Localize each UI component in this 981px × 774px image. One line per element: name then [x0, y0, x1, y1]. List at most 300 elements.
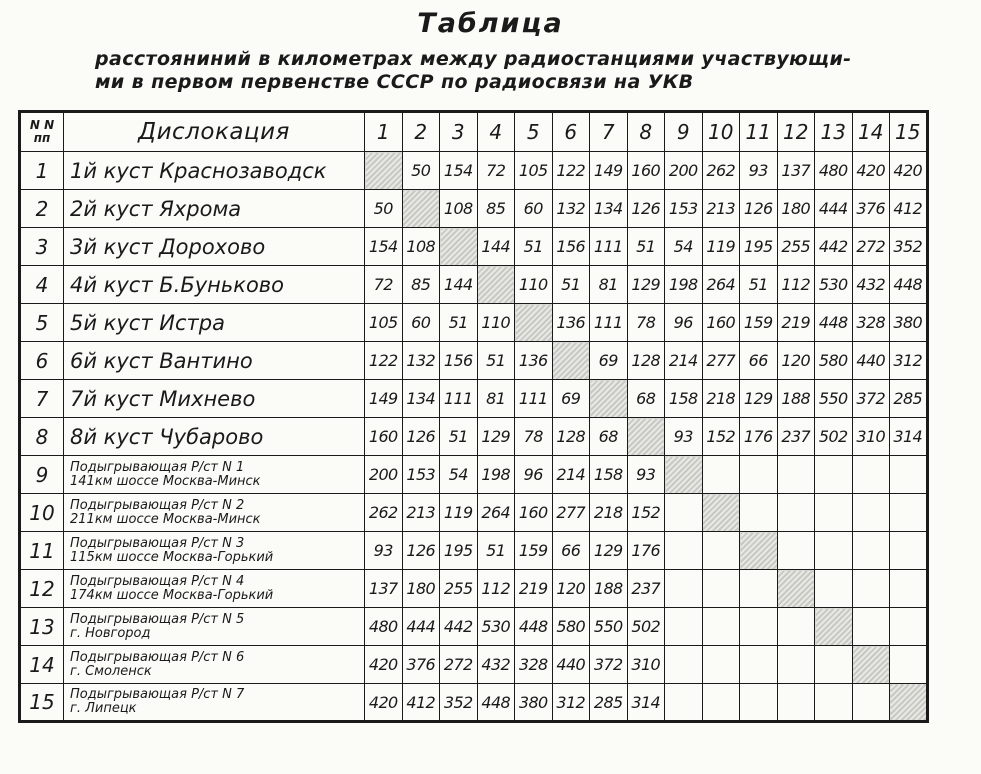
distance-cell	[777, 684, 815, 722]
table-header-row	[20, 112, 928, 152]
distance-cell: 126	[740, 190, 778, 228]
distance-table	[18, 110, 929, 723]
location-name	[64, 190, 365, 228]
distance-cell: 255	[440, 570, 478, 608]
table-row	[20, 418, 928, 456]
diagonal-cell	[477, 266, 515, 304]
location-name	[64, 456, 365, 494]
distance-cell	[702, 456, 740, 494]
distance-cell: 158	[590, 456, 628, 494]
distance-cell: 219	[777, 304, 815, 342]
distance-cell: 60	[515, 190, 553, 228]
table-row	[20, 494, 928, 532]
distance-cell: 188	[590, 570, 628, 608]
location-name-line: 141км шоссе Москва-Минск	[70, 473, 261, 489]
distance-cell	[815, 646, 853, 684]
column-header-6: 6	[552, 112, 590, 152]
distance-cell: 105	[515, 152, 553, 190]
column-header-5: 5	[515, 112, 553, 152]
distance-cell: 412	[890, 190, 928, 228]
distance-cell: 132	[402, 342, 440, 380]
column-header-4: 4	[477, 112, 515, 152]
location-name	[64, 532, 365, 570]
location-name-line: Подыгрывающая Р/ст N 4	[70, 573, 245, 589]
distance-cell: 126	[627, 190, 665, 228]
distance-cell: 180	[777, 190, 815, 228]
location-name	[64, 418, 365, 456]
distance-cell: 432	[852, 266, 890, 304]
table-row	[20, 152, 928, 190]
location-name-line: 211км шоссе Москва-Минск	[70, 511, 261, 527]
diagonal-cell	[552, 342, 590, 380]
distance-cell	[665, 646, 703, 684]
location-name-line: г. Новгород	[70, 625, 151, 641]
distance-cell: 129	[627, 266, 665, 304]
table-row	[20, 266, 928, 304]
location-name	[64, 684, 365, 722]
distance-cell: 51	[440, 418, 478, 456]
location-name-line: 174км шоссе Москва-Горький	[70, 587, 274, 603]
distance-cell: 160	[627, 152, 665, 190]
distance-cell: 129	[477, 418, 515, 456]
row-number: 6	[20, 342, 64, 380]
distance-cell: 262	[365, 494, 403, 532]
table-row	[20, 570, 928, 608]
table-row	[20, 532, 928, 570]
distance-cell: 93	[665, 418, 703, 456]
distance-cell: 180	[402, 570, 440, 608]
column-header-14: 14	[852, 112, 890, 152]
row-number: 14	[20, 646, 64, 684]
location-name	[64, 152, 365, 190]
distance-cell: 262	[702, 152, 740, 190]
column-header-9: 9	[665, 112, 703, 152]
location-name-line: 2й куст Яхрома	[70, 196, 242, 221]
diagonal-cell	[515, 304, 553, 342]
table-row	[20, 380, 928, 418]
distance-cell: 51	[477, 532, 515, 570]
distance-cell: 153	[402, 456, 440, 494]
distance-cell	[890, 532, 928, 570]
distance-cell	[852, 456, 890, 494]
distance-cell: 134	[402, 380, 440, 418]
distance-cell: 112	[477, 570, 515, 608]
distance-cell	[702, 608, 740, 646]
distance-cell: 149	[365, 380, 403, 418]
distance-cell: 255	[777, 228, 815, 266]
diagonal-cell	[702, 494, 740, 532]
location-name-line: г. Липецк	[70, 701, 137, 716]
distance-cell: 285	[890, 380, 928, 418]
distance-cell: 129	[740, 380, 778, 418]
diagonal-cell	[402, 190, 440, 228]
distance-cell: 159	[740, 304, 778, 342]
distance-cell: 352	[890, 228, 928, 266]
distance-cell	[665, 532, 703, 570]
location-name-line: 6й куст Вантино	[70, 348, 253, 373]
distance-cell	[740, 494, 778, 532]
distance-cell: 214	[665, 342, 703, 380]
location-name-line: Подыгрывающая Р/ст N 1	[70, 459, 245, 475]
distance-cell	[852, 570, 890, 608]
diagonal-cell	[627, 418, 665, 456]
table-row	[20, 304, 928, 342]
distance-cell: 214	[552, 456, 590, 494]
row-number: 13	[20, 608, 64, 646]
diagonal-cell	[440, 228, 478, 266]
distance-cell: 128	[627, 342, 665, 380]
distance-cell: 264	[702, 266, 740, 304]
location-name-line: Подыгрывающая Р/ст N 2	[70, 497, 245, 513]
distance-cell: 69	[590, 342, 628, 380]
distance-cell: 277	[552, 494, 590, 532]
diagonal-cell	[890, 684, 928, 722]
distance-cell: 132	[552, 190, 590, 228]
distance-cell: 502	[627, 608, 665, 646]
location-name	[64, 304, 365, 342]
distance-cell: 328	[515, 646, 553, 684]
distance-cell: 78	[515, 418, 553, 456]
distance-cell: 352	[440, 684, 478, 722]
distance-cell	[815, 456, 853, 494]
distance-cell: 134	[590, 190, 628, 228]
distance-cell: 152	[702, 418, 740, 456]
distance-cell: 66	[740, 342, 778, 380]
distance-cell: 149	[590, 152, 628, 190]
location-name-line: Подыгрывающая Р/ст N 7	[70, 687, 245, 702]
distance-cell: 51	[440, 304, 478, 342]
diagonal-cell	[590, 380, 628, 418]
distance-cell: 420	[852, 152, 890, 190]
distance-cell: 68	[590, 418, 628, 456]
location-name-line: Подыгрывающая Р/ст N 6	[70, 649, 245, 665]
row-number: 2	[20, 190, 64, 228]
distance-cell: 444	[402, 608, 440, 646]
distance-cell: 444	[815, 190, 853, 228]
distance-cell	[665, 570, 703, 608]
diagonal-cell	[815, 608, 853, 646]
distance-cell: 85	[402, 266, 440, 304]
distance-cell: 314	[627, 684, 665, 722]
location-name-line: 1й куст Краснозаводск	[70, 158, 327, 183]
distance-cell: 380	[515, 684, 553, 722]
location-name-line: 3й куст Дорохово	[70, 234, 266, 259]
distance-cell	[740, 684, 778, 722]
distance-cell: 237	[627, 570, 665, 608]
row-number: 15	[20, 684, 64, 722]
distance-cell: 420	[890, 152, 928, 190]
distance-cell: 72	[477, 152, 515, 190]
distance-cell: 152	[627, 494, 665, 532]
location-name-line: Подыгрывающая Р/ст N 3	[70, 535, 245, 551]
distance-cell	[890, 494, 928, 532]
distance-cell: 420	[365, 646, 403, 684]
distance-cell	[665, 608, 703, 646]
distance-cell: 129	[590, 532, 628, 570]
distance-cell: 136	[552, 304, 590, 342]
distance-cell: 198	[477, 456, 515, 494]
distance-cell: 442	[440, 608, 478, 646]
diagonal-cell	[852, 646, 890, 684]
location-name-line: 4й куст Б.Буньково	[70, 272, 285, 297]
row-number-header-line-2: пп	[33, 131, 51, 145]
distance-cell	[815, 532, 853, 570]
table-row	[20, 684, 928, 722]
column-header-13: 13	[815, 112, 853, 152]
subtitle-line-1: расстояниний в километрах между радиостанциями участвующи-	[95, 48, 852, 70]
distance-cell: 69	[552, 380, 590, 418]
table-row	[20, 228, 928, 266]
distance-cell: 272	[440, 646, 478, 684]
location-name-line: 8й куст Чубарово	[70, 424, 264, 449]
distance-cell: 328	[852, 304, 890, 342]
distance-cell: 93	[627, 456, 665, 494]
distance-cell: 126	[402, 418, 440, 456]
table-subtitle	[95, 48, 965, 94]
distance-cell: 200	[365, 456, 403, 494]
distance-cell: 154	[365, 228, 403, 266]
distance-cell	[890, 646, 928, 684]
table-row	[20, 608, 928, 646]
distance-cell: 580	[815, 342, 853, 380]
distance-cell: 160	[515, 494, 553, 532]
distance-cell: 160	[702, 304, 740, 342]
location-name	[64, 646, 365, 684]
location-name-line: 5й куст Истра	[70, 310, 225, 335]
row-number: 11	[20, 532, 64, 570]
distance-cell: 119	[702, 228, 740, 266]
location-name-line: 115км шоссе Москва-Горький	[70, 549, 274, 565]
distance-cell	[890, 570, 928, 608]
distance-cell: 50	[365, 190, 403, 228]
distance-cell: 110	[515, 266, 553, 304]
diagonal-cell	[365, 152, 403, 190]
location-name	[64, 342, 365, 380]
distance-cell	[815, 570, 853, 608]
distance-cell	[777, 456, 815, 494]
distance-cell: 128	[552, 418, 590, 456]
diagonal-cell	[740, 532, 778, 570]
distance-cell: 188	[777, 380, 815, 418]
location-name	[64, 494, 365, 532]
row-number: 7	[20, 380, 64, 418]
table-row	[20, 342, 928, 380]
distance-cell: 312	[890, 342, 928, 380]
distance-cell: 218	[590, 494, 628, 532]
distance-cell: 218	[702, 380, 740, 418]
distance-cell: 200	[665, 152, 703, 190]
location-name-line: 7й куст Михнево	[70, 386, 256, 411]
distance-cell: 137	[777, 152, 815, 190]
distance-cell	[852, 494, 890, 532]
row-number: 5	[20, 304, 64, 342]
distance-cell: 111	[590, 304, 628, 342]
row-number-header	[20, 112, 64, 152]
distance-cell: 310	[627, 646, 665, 684]
column-header-1: 1	[365, 112, 403, 152]
distance-cell: 158	[665, 380, 703, 418]
location-name	[64, 228, 365, 266]
column-header-11: 11	[740, 112, 778, 152]
distance-cell: 160	[365, 418, 403, 456]
distance-cell: 272	[852, 228, 890, 266]
location-name	[64, 380, 365, 418]
distance-cell	[777, 608, 815, 646]
distance-cell: 277	[702, 342, 740, 380]
distance-cell	[665, 494, 703, 532]
distance-cell: 195	[740, 228, 778, 266]
distance-cell	[665, 684, 703, 722]
distance-cell	[852, 532, 890, 570]
distance-cell	[740, 456, 778, 494]
distance-cell	[702, 532, 740, 570]
distance-cell: 120	[777, 342, 815, 380]
distance-cell: 111	[590, 228, 628, 266]
distance-cell	[740, 608, 778, 646]
distance-cell	[815, 494, 853, 532]
row-number: 9	[20, 456, 64, 494]
distance-cell	[890, 456, 928, 494]
distance-cell: 176	[740, 418, 778, 456]
table-row	[20, 190, 928, 228]
row-number: 3	[20, 228, 64, 266]
distance-cell: 137	[365, 570, 403, 608]
distance-cell: 51	[515, 228, 553, 266]
distance-cell: 440	[552, 646, 590, 684]
distance-table-wrapper	[18, 110, 929, 723]
distance-cell	[702, 570, 740, 608]
row-number: 4	[20, 266, 64, 304]
distance-cell	[740, 646, 778, 684]
row-number: 10	[20, 494, 64, 532]
distance-cell: 502	[815, 418, 853, 456]
location-name	[64, 608, 365, 646]
distance-cell: 105	[365, 304, 403, 342]
distance-cell: 51	[477, 342, 515, 380]
column-header-12: 12	[777, 112, 815, 152]
row-number: 12	[20, 570, 64, 608]
distance-cell: 72	[365, 266, 403, 304]
distance-cell: 78	[627, 304, 665, 342]
row-number-header-line-1: N N	[29, 118, 55, 132]
distance-cell: 432	[477, 646, 515, 684]
distance-cell: 420	[365, 684, 403, 722]
distance-cell	[852, 684, 890, 722]
distance-cell: 111	[440, 380, 478, 418]
distance-cell	[702, 646, 740, 684]
table-body	[20, 152, 928, 722]
distance-cell	[702, 684, 740, 722]
distance-cell: 120	[552, 570, 590, 608]
distance-cell: 176	[627, 532, 665, 570]
distance-cell: 136	[515, 342, 553, 380]
diagonal-cell	[665, 456, 703, 494]
distance-cell: 442	[815, 228, 853, 266]
distance-cell: 580	[552, 608, 590, 646]
subtitle-line-2: ми в первом первенстве СССР по радиосвязи на УКВ	[95, 71, 694, 93]
distance-cell: 66	[552, 532, 590, 570]
distance-cell	[890, 608, 928, 646]
distance-cell: 264	[477, 494, 515, 532]
table-row	[20, 456, 928, 494]
row-number: 8	[20, 418, 64, 456]
distance-cell: 312	[552, 684, 590, 722]
distance-cell: 126	[402, 532, 440, 570]
distance-cell: 376	[852, 190, 890, 228]
distance-cell: 195	[440, 532, 478, 570]
distance-cell: 237	[777, 418, 815, 456]
distance-cell: 213	[702, 190, 740, 228]
distance-cell: 54	[665, 228, 703, 266]
location-name	[64, 570, 365, 608]
distance-cell: 376	[402, 646, 440, 684]
distance-cell	[777, 646, 815, 684]
distance-cell: 412	[402, 684, 440, 722]
table-title: Таблица	[417, 8, 564, 39]
distance-cell: 96	[665, 304, 703, 342]
distance-cell: 51	[740, 266, 778, 304]
row-number: 1	[20, 152, 64, 190]
distance-cell: 480	[365, 608, 403, 646]
distance-cell: 530	[477, 608, 515, 646]
distance-cell: 156	[552, 228, 590, 266]
location-header: Дислокация	[64, 112, 365, 152]
diagonal-cell	[777, 570, 815, 608]
location-name-line: г. Смоленск	[70, 663, 152, 679]
distance-cell: 50	[402, 152, 440, 190]
distance-cell: 448	[477, 684, 515, 722]
distance-cell: 480	[815, 152, 853, 190]
location-name	[64, 266, 365, 304]
distance-cell: 314	[890, 418, 928, 456]
distance-cell	[815, 684, 853, 722]
column-header-3: 3	[440, 112, 478, 152]
distance-cell: 108	[440, 190, 478, 228]
distance-cell: 285	[590, 684, 628, 722]
distance-cell: 159	[515, 532, 553, 570]
distance-cell: 310	[852, 418, 890, 456]
distance-cell: 530	[815, 266, 853, 304]
column-header-2: 2	[402, 112, 440, 152]
distance-cell: 380	[890, 304, 928, 342]
column-header-10: 10	[702, 112, 740, 152]
distance-cell: 60	[402, 304, 440, 342]
distance-cell: 93	[365, 532, 403, 570]
distance-cell: 448	[890, 266, 928, 304]
distance-cell: 93	[740, 152, 778, 190]
distance-cell: 550	[590, 608, 628, 646]
distance-cell: 144	[477, 228, 515, 266]
distance-cell	[852, 608, 890, 646]
distance-cell	[777, 494, 815, 532]
distance-cell: 119	[440, 494, 478, 532]
distance-cell: 122	[365, 342, 403, 380]
distance-cell: 154	[440, 152, 478, 190]
distance-cell: 108	[402, 228, 440, 266]
column-header-15: 15	[890, 112, 928, 152]
column-header-7: 7	[590, 112, 628, 152]
distance-cell: 213	[402, 494, 440, 532]
table-row	[20, 646, 928, 684]
distance-cell: 68	[627, 380, 665, 418]
distance-cell: 440	[852, 342, 890, 380]
location-name-line: Подыгрывающая Р/ст N 5	[70, 611, 245, 627]
distance-cell: 372	[852, 380, 890, 418]
distance-cell: 85	[477, 190, 515, 228]
column-header-8: 8	[627, 112, 665, 152]
distance-cell: 122	[552, 152, 590, 190]
distance-cell: 448	[815, 304, 853, 342]
